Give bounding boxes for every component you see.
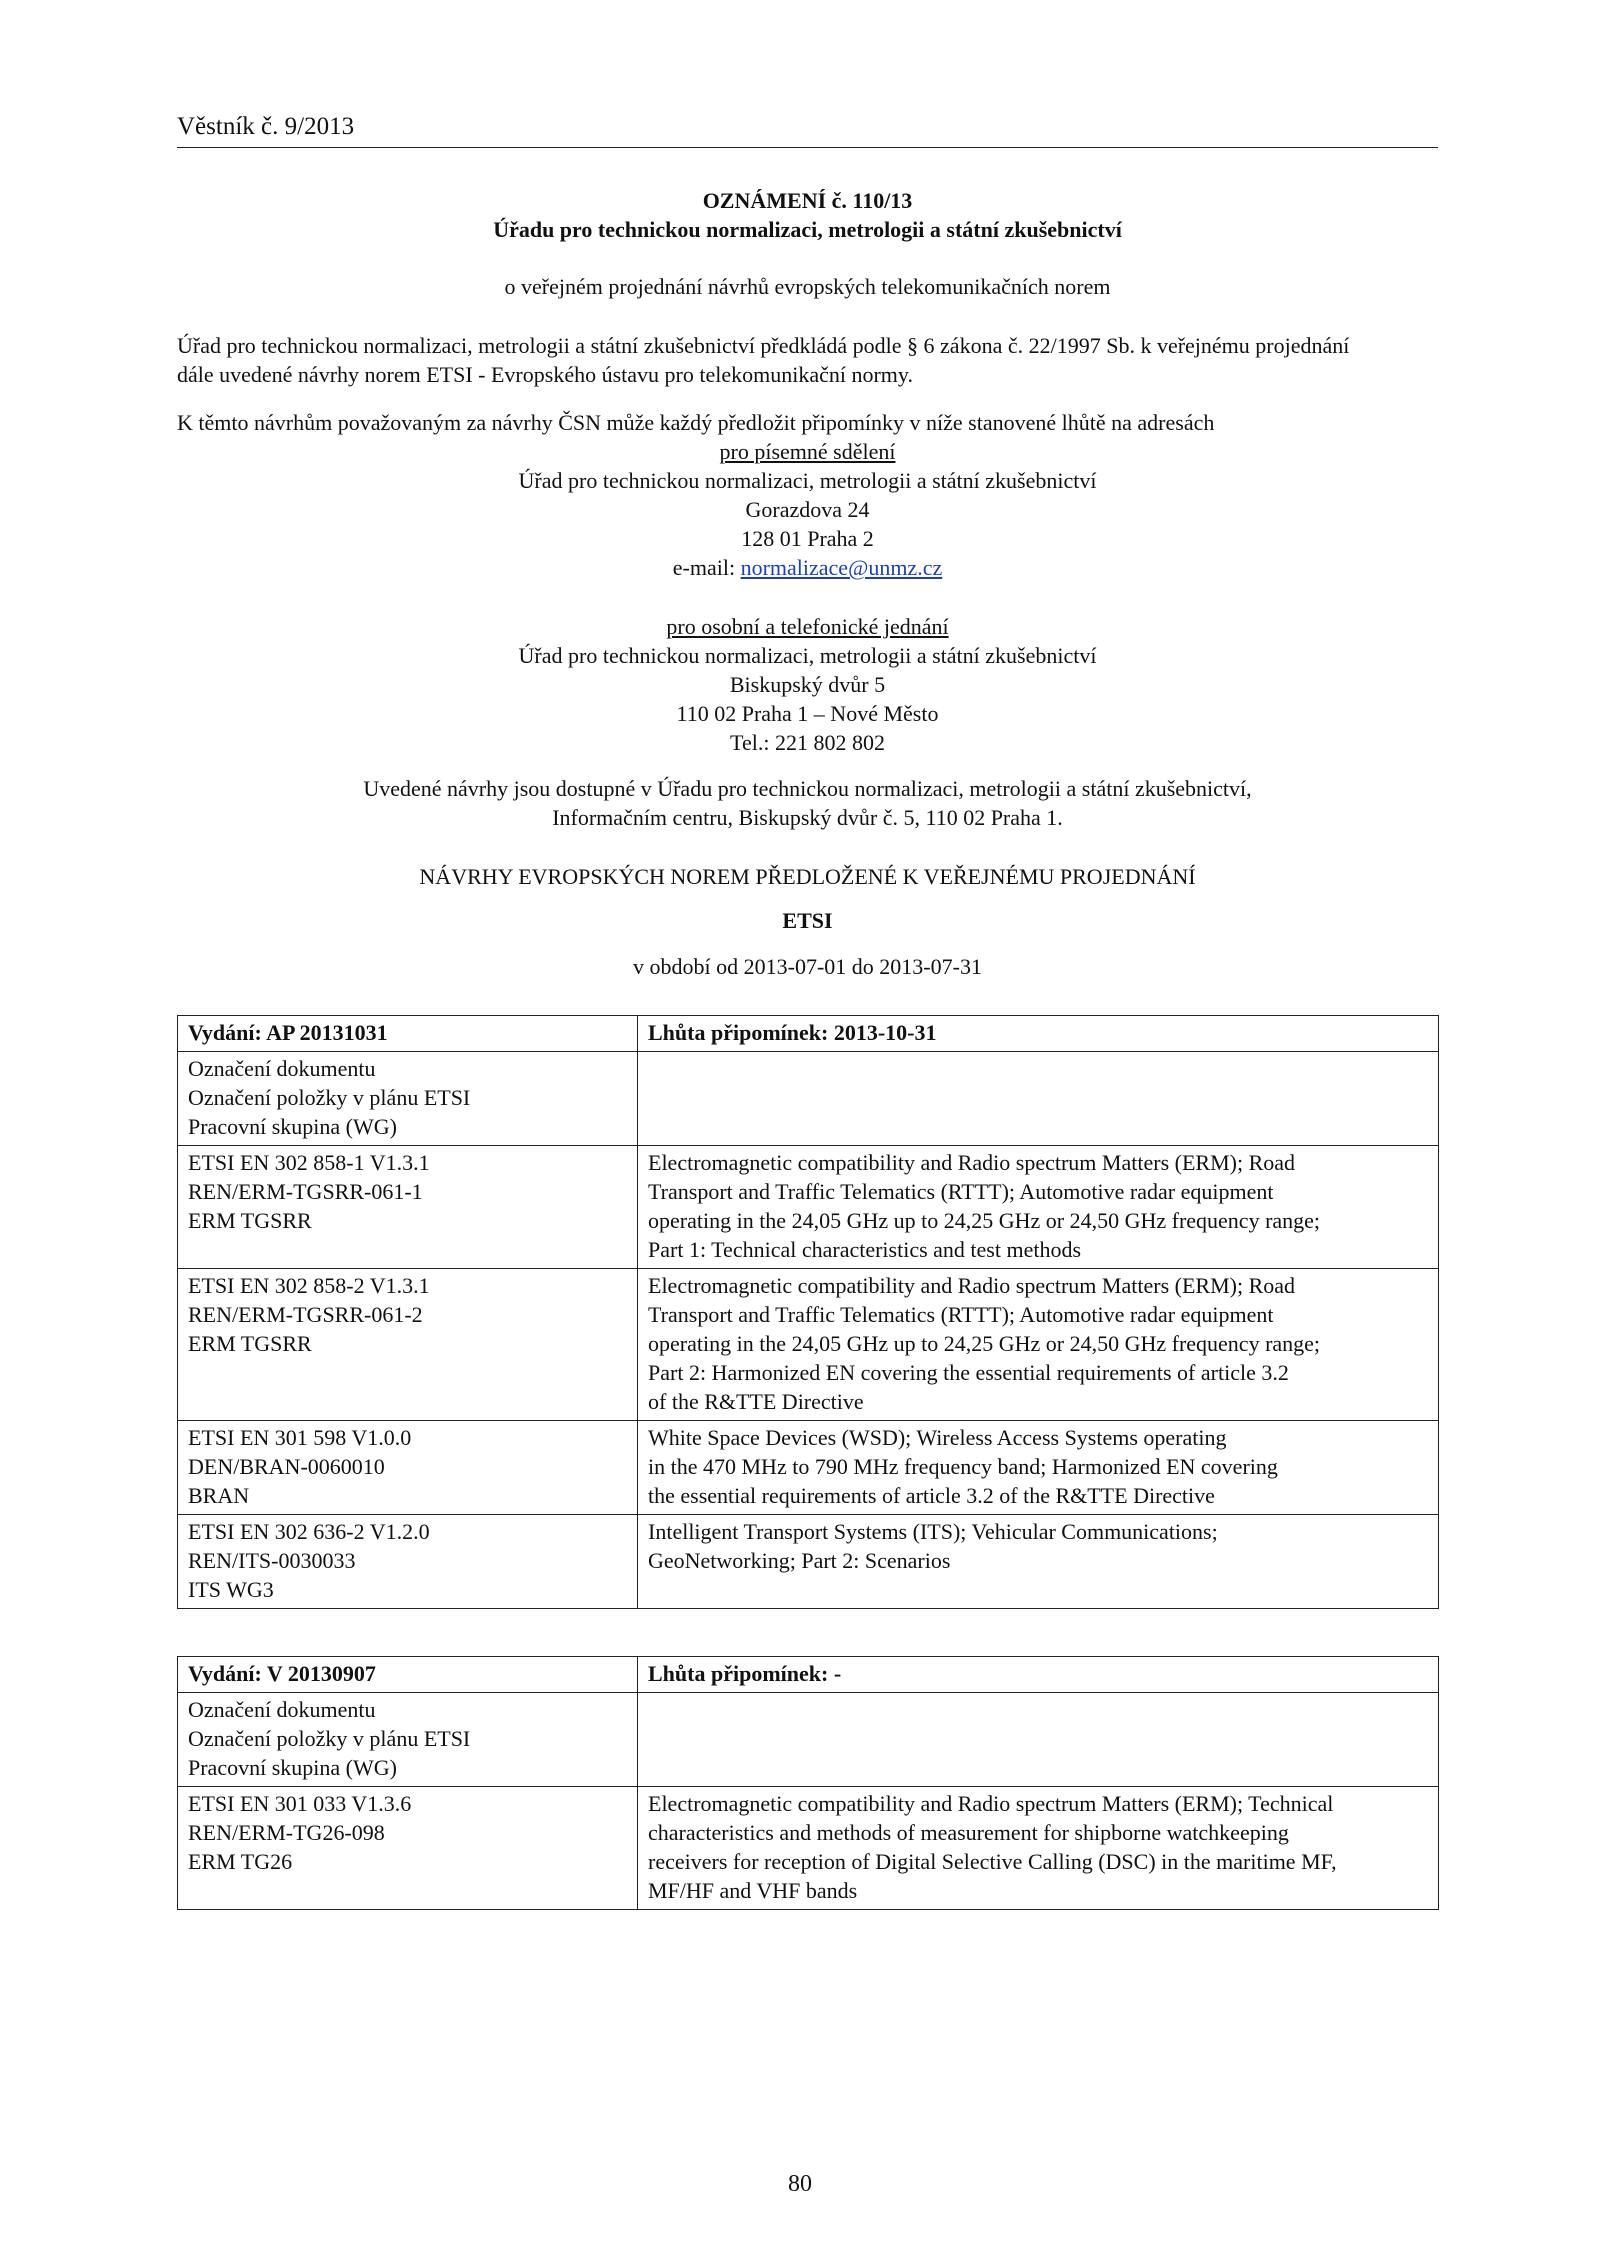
- availability-line-2: Informačním centru, Biskupský dvůr č. 5, 110 02 Praha 1.: [552, 805, 1063, 830]
- title-line: operating in the 24,05 GHz up to 24,25 GHz or 24,50 GHz frequency range;: [648, 1208, 1321, 1233]
- work-item: REN/ERM-TGSRR-061-2: [188, 1302, 423, 1327]
- written-contact-org: Úřad pro technickou normalizaci, metrologii a státní zkušebnictví: [518, 468, 1097, 493]
- issue-cell: Vydání: AP 20131031: [178, 1016, 638, 1052]
- document-designation: ETSI EN 301 033 V1.3.6: [188, 1791, 412, 1816]
- document-id-cell: [178, 1515, 638, 1609]
- working-group: ERM TGSRR: [188, 1208, 312, 1233]
- legend-line: Pracovní skupina (WG): [188, 1114, 397, 1139]
- title-line: the essential requirements of article 3.2 of the R&TTE Directive: [648, 1483, 1215, 1508]
- legend-line: Pracovní skupina (WG): [188, 1755, 397, 1780]
- announcement-issuer: Úřadu pro technickou normalizaci, metrologii a státní zkušebnictví: [493, 217, 1122, 242]
- document-title-cell: [638, 1269, 1439, 1421]
- personal-contact-org: Úřad pro technickou normalizaci, metrologii a státní zkušebnictví: [518, 643, 1097, 668]
- etsi-table-1: [177, 1015, 1439, 1609]
- document-designation: ETSI EN 302 858-2 V1.3.1: [188, 1273, 430, 1298]
- table-row: [178, 1515, 1439, 1609]
- document-id-cell: [178, 1787, 638, 1910]
- written-contact-street: Gorazdova 24: [745, 497, 870, 522]
- working-group: ITS WG3: [188, 1577, 274, 1602]
- etsi-table-2: [177, 1656, 1439, 1910]
- title-line: Transport and Traffic Telematics (RTTT); Automotive radar equipment: [648, 1302, 1274, 1327]
- title-line: Electromagnetic compatibility and Radio spectrum Matters (ERM); Technical: [648, 1791, 1334, 1816]
- table-row: [178, 1787, 1439, 1910]
- section-org: ETSI: [782, 908, 833, 933]
- title-line: MF/HF and VHF bands: [648, 1878, 858, 1903]
- working-group: BRAN: [188, 1483, 250, 1508]
- title-line: characteristics and methods of measurement for shipborne watchkeeping: [648, 1820, 1289, 1845]
- page-number: 80: [788, 2171, 812, 2197]
- table-row: [178, 1421, 1439, 1515]
- document-designation: ETSI EN 301 598 V1.0.0: [188, 1425, 412, 1450]
- title-line: Transport and Traffic Telematics (RTTT); Automotive radar equipment: [648, 1179, 1274, 1204]
- working-group: ERM TG26: [188, 1849, 293, 1874]
- header-rule: [177, 147, 1438, 148]
- title-line: White Space Devices (WSD); Wireless Access Systems operating: [648, 1425, 1227, 1450]
- written-contact-city: 128 01 Praha 2: [741, 526, 874, 551]
- comments-line: K těmto návrhům považovaným za návrhy ČSN může každý předložit připomínky v níže stanovené lhůtě na adresách: [177, 410, 1215, 435]
- title-line: receivers for reception of Digital Selective Calling (DSC) in the maritime MF,: [648, 1849, 1337, 1874]
- deadline-cell: Lhůta připomínek: 2013-10-31: [638, 1016, 1439, 1052]
- document-id-cell: [178, 1269, 638, 1421]
- personal-contact-phone: Tel.: 221 802 802: [730, 730, 885, 755]
- document-title-cell: [638, 1787, 1439, 1910]
- written-contact-heading: pro písemné sdělení: [719, 439, 896, 464]
- document-designation: ETSI EN 302 636-2 V1.2.0: [188, 1519, 430, 1544]
- availability-line-1: Uvedené návrhy jsou dostupné v Úřadu pro technickou normalizaci, metrologii a státní zkušebnictví,: [363, 776, 1252, 801]
- issue-cell: Vydání: V 20130907: [178, 1657, 638, 1693]
- section-heading: NÁVRHY EVROPSKÝCH NOREM PŘEDLOŽENÉ K VEŘEJNÉMU PROJEDNÁNÍ: [419, 864, 1196, 889]
- table-row: [178, 1146, 1439, 1269]
- period: v období od 2013-07-01 do 2013-07-31: [633, 954, 982, 979]
- legend-cell: [178, 1052, 638, 1146]
- document-title-cell: [638, 1515, 1439, 1609]
- personal-contact: [177, 612, 1438, 757]
- legend-row: [178, 1693, 1439, 1787]
- title-line: Part 2: Harmonized EN covering the essential requirements of article 3.2: [648, 1360, 1289, 1385]
- legend-line: Označení položky v plánu ETSI: [188, 1085, 471, 1110]
- email-link[interactable]: normalizace@unmz.cz: [740, 555, 943, 580]
- title-line: Electromagnetic compatibility and Radio spectrum Matters (ERM); Road: [648, 1273, 1296, 1298]
- email-label: e-mail:: [672, 555, 741, 580]
- legend-empty-cell: [638, 1693, 1439, 1787]
- title-line: in the 470 MHz to 790 MHz frequency band; Harmonized EN covering: [648, 1454, 1278, 1479]
- document-id-cell: [178, 1421, 638, 1515]
- legend-row: [178, 1052, 1439, 1146]
- personal-contact-street: Biskupský dvůr 5: [729, 672, 886, 697]
- document-title-cell: [638, 1421, 1439, 1515]
- title-line: operating in the 24,05 GHz up to 24,25 GHz or 24,50 GHz frequency range;: [648, 1331, 1321, 1356]
- announcement-title: OZNÁMENÍ č. 110/13: [702, 188, 913, 213]
- title-line: Electromagnetic compatibility and Radio spectrum Matters (ERM); Road: [648, 1150, 1296, 1175]
- document-designation: ETSI EN 302 858-1 V1.3.1: [188, 1150, 430, 1175]
- working-group: ERM TGSRR: [188, 1331, 312, 1356]
- personal-contact-heading: pro osobní a telefonické jednání: [666, 614, 949, 639]
- written-contact-email-line: [177, 553, 1438, 582]
- table-header-row: [178, 1016, 1439, 1052]
- deadline-cell: Lhůta připomínek: -: [638, 1657, 1439, 1693]
- intro-line-1: Úřad pro technickou normalizaci, metrologii a státní zkušebnictví předkládá podle § 6 zákona č. 22/1997 Sb. k veřejnému projednání: [177, 333, 1350, 358]
- work-item: REN/ERM-TGSRR-061-1: [188, 1179, 423, 1204]
- title-line: Part 1: Technical characteristics and test methods: [648, 1237, 1082, 1262]
- legend-line: Označení položky v plánu ETSI: [188, 1726, 471, 1751]
- personal-contact-city: 110 02 Praha 1 – Nové Město: [676, 701, 939, 726]
- legend-line: Označení dokumentu: [188, 1697, 376, 1722]
- work-item: DEN/BRAN-0060010: [188, 1454, 385, 1479]
- work-item: REN/ERM-TG26-098: [188, 1820, 385, 1845]
- legend-cell: [178, 1693, 638, 1787]
- intro-line-2: dále uvedené návrhy norem ETSI - Evropského ústavu pro telekomunikační normy.: [177, 362, 913, 387]
- announcement-subject: o veřejném projednání návrhů evropských telekomunikačních norem: [504, 274, 1111, 299]
- written-contact: [177, 437, 1438, 582]
- document-id-cell: [178, 1146, 638, 1269]
- work-item: REN/ITS-0030033: [188, 1548, 356, 1573]
- table-header-row: [178, 1657, 1439, 1693]
- document-title-cell: [638, 1146, 1439, 1269]
- legend-line: Označení dokumentu: [188, 1056, 376, 1081]
- title-line: GeoNetworking; Part 2: Scenarios: [648, 1548, 951, 1573]
- table-row: [178, 1269, 1439, 1421]
- running-head: Věstník č. 9/2013: [177, 113, 355, 140]
- title-line: of the R&TTE Directive: [648, 1389, 864, 1414]
- legend-empty-cell: [638, 1052, 1439, 1146]
- title-line: Intelligent Transport Systems (ITS); Vehicular Communications;: [648, 1519, 1218, 1544]
